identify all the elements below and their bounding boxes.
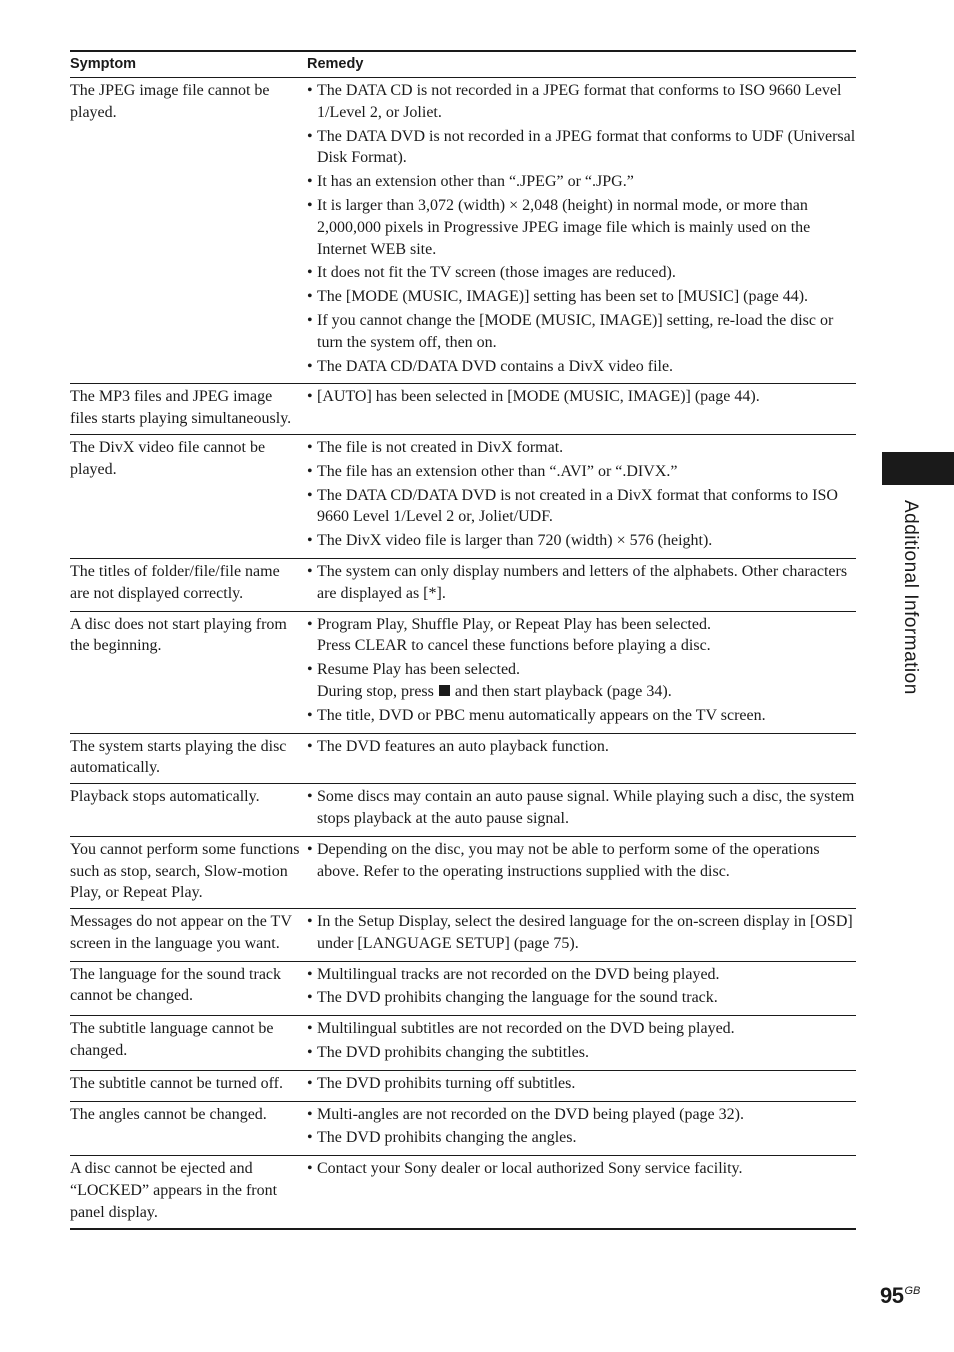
remedy-item: • Multilingual subtitles are not recorded on the DVD being played. (307, 1018, 856, 1040)
table-row (70, 1156, 856, 1229)
remedy-list (307, 786, 856, 830)
remedy-cell (307, 961, 856, 1016)
remedy-item: • If you cannot change the [MODE (MUSIC, IMAGE)] setting, re-load the disc or turn the system off, then on. (307, 310, 856, 354)
remedy-list (307, 1073, 856, 1095)
remedy-cell (307, 784, 856, 837)
remedy-note-before: During stop, press (317, 682, 434, 700)
table-row (70, 1016, 856, 1071)
remedy-item (307, 614, 856, 658)
remedy-cell (307, 558, 856, 611)
remedy-item: • Some discs may contain an auto pause signal. While playing such a disc, the system stops playback at the auto pause signal. (307, 786, 856, 830)
remedy-cell (307, 1070, 856, 1101)
symptom-cell: The subtitle language cannot be changed. (70, 1016, 307, 1071)
remedy-item: • The DATA DVD is not recorded in a JPEG format that conforms to UDF (Universal Disk Format). (307, 126, 856, 170)
remedy-item-text: Program Play, Shuffle Play, or Repeat Play has been selected. (317, 615, 711, 633)
remedy-item: • The DVD features an auto playback function. (307, 736, 856, 758)
remedy-list (307, 736, 856, 758)
troubleshooting-table (70, 50, 856, 1230)
remedy-item: • Multi-angles are not recorded on the DVD being played (page 32). (307, 1104, 856, 1126)
table-row (70, 784, 856, 837)
page-number (880, 1283, 920, 1309)
page-number-value: 95 (880, 1283, 904, 1308)
remedy-cell (307, 78, 856, 384)
remedy-list (307, 437, 856, 552)
remedy-item: • The DATA CD is not recorded in a JPEG format that conforms to ISO 9660 Level 1/Level 2, or Joliet. (307, 80, 856, 124)
remedy-list (307, 911, 856, 955)
remedy-item: • The DVD prohibits changing the language for the sound track. (307, 987, 856, 1009)
symptom-cell: The titles of folder/file/file name are not displayed correctly. (70, 558, 307, 611)
remedy-item: • [AUTO] has been selected in [MODE (MUSIC, IMAGE)] (page 44). (307, 386, 856, 408)
symptom-cell: A disc does not start playing from the beginning. (70, 611, 307, 733)
remedy-cell (307, 733, 856, 784)
remedy-list (307, 1018, 856, 1064)
table-row (70, 78, 856, 384)
remedy-item: • The DATA CD/DATA DVD contains a DivX video file. (307, 356, 856, 378)
symptom-cell: A disc cannot be ejected and “LOCKED” appears in the front panel display. (70, 1156, 307, 1229)
remedy-item (307, 659, 856, 703)
page-number-suffix: GB (904, 1285, 921, 1297)
symptom-column-header: Symptom (70, 51, 307, 78)
remedy-item: • It does not fit the TV screen (those images are reduced). (307, 262, 856, 284)
remedy-item: • The DVD prohibits changing the subtitles. (307, 1042, 856, 1064)
remedy-note-after: and then start playback (page 34). (454, 682, 672, 700)
symptom-cell: The DivX video file cannot be played. (70, 434, 307, 558)
table-row (70, 558, 856, 611)
table-row (70, 836, 856, 908)
remedy-list (307, 1104, 856, 1150)
table-row (70, 434, 856, 558)
troubleshooting-table-wrapper (70, 50, 856, 1230)
remedy-list (307, 80, 856, 377)
symptom-cell: The MP3 files and JPEG image files starts playing simultaneously. (70, 384, 307, 435)
section-tab-marker (882, 452, 954, 485)
remedy-list (307, 839, 856, 883)
remedy-cell (307, 1156, 856, 1229)
remedy-cell (307, 1016, 856, 1071)
remedy-item: • Depending on the disc, you may not be able to perform some of the operations above. Refer to the operating instructions supplied with the disc. (307, 839, 856, 883)
remedy-item: • The file has an extension other than “.AVI” or “.DIVX.” (307, 461, 856, 483)
symptom-cell: The language for the sound track cannot be changed. (70, 961, 307, 1016)
symptom-cell: The system starts playing the disc automatically. (70, 733, 307, 784)
remedy-item: • The DVD prohibits changing the angles. (307, 1127, 856, 1149)
table-row (70, 1101, 856, 1156)
remedy-list (307, 614, 856, 727)
remedy-cell (307, 836, 856, 908)
remedy-cell (307, 611, 856, 733)
remedy-item: • The system can only display numbers and letters of the alphabets. Other characters are displayed as [*]. (307, 561, 856, 605)
remedy-cell (307, 1101, 856, 1156)
table-row (70, 611, 856, 733)
symptom-cell: Messages do not appear on the TV screen in the language you want. (70, 909, 307, 962)
table-row (70, 1070, 856, 1101)
table-row (70, 733, 856, 784)
remedy-item: • The title, DVD or PBC menu automatically appears on the TV screen. (307, 705, 856, 727)
remedy-list (307, 1158, 856, 1180)
remedy-column-header: Remedy (307, 51, 856, 78)
remedy-list (307, 386, 856, 408)
remedy-item-text: Resume Play has been selected. (317, 661, 521, 679)
remedy-list (307, 964, 856, 1010)
remedy-cell (307, 909, 856, 962)
remedy-cell (307, 384, 856, 435)
remedy-item: • The file is not created in DivX format. (307, 437, 856, 459)
stop-square-icon (439, 685, 450, 696)
symptom-cell: The JPEG image file cannot be played. (70, 82, 270, 121)
table-row (70, 961, 856, 1016)
remedy-item: • The DVD prohibits turning off subtitles. (307, 1073, 856, 1095)
remedy-item: • The DATA CD/DATA DVD is not created in a DivX format that conforms to ISO 9660 Level 1/Level 2 or, Joliet/UDF. (307, 485, 856, 529)
remedy-note: Press CLEAR to cancel these functions before playing a disc. (317, 637, 711, 655)
remedy-item: • It has an extension other than “.JPEG” or “.JPG.” (307, 171, 856, 193)
remedy-item: • The [MODE (MUSIC, IMAGE)] setting has been set to [MUSIC] (page 44). (307, 286, 856, 308)
symptom-cell: Playback stops automatically. (70, 784, 307, 837)
section-tab-label: Additional Information (900, 500, 921, 695)
remedy-item: • In the Setup Display, select the desired language for the on-screen display in [OSD] under [LANGUAGE SETUP] (page 75). (307, 911, 856, 955)
remedy-item: • The DivX video file is larger than 720 (width) × 576 (height). (307, 530, 856, 552)
table-row (70, 384, 856, 435)
remedy-item: • Multilingual tracks are not recorded on the DVD being played. (307, 964, 856, 986)
remedy-cell (307, 434, 856, 558)
table-row (70, 909, 856, 962)
symptom-cell: The angles cannot be changed. (70, 1101, 307, 1156)
symptom-cell: You cannot perform some functions such as stop, search, Slow-motion Play, or Repeat Play. (70, 836, 307, 908)
remedy-item: • It is larger than 3,072 (width) × 2,048 (height) in normal mode, or more than 2,000,000 pixels in Progressive JPEG image file which is mainly used on the Internet WEB site. (307, 195, 856, 260)
symptom-cell: The subtitle cannot be turned off. (70, 1070, 307, 1101)
table-header-row (70, 51, 856, 78)
remedy-list (307, 561, 856, 605)
remedy-item: • Contact your Sony dealer or local authorized Sony service facility. (307, 1158, 856, 1180)
